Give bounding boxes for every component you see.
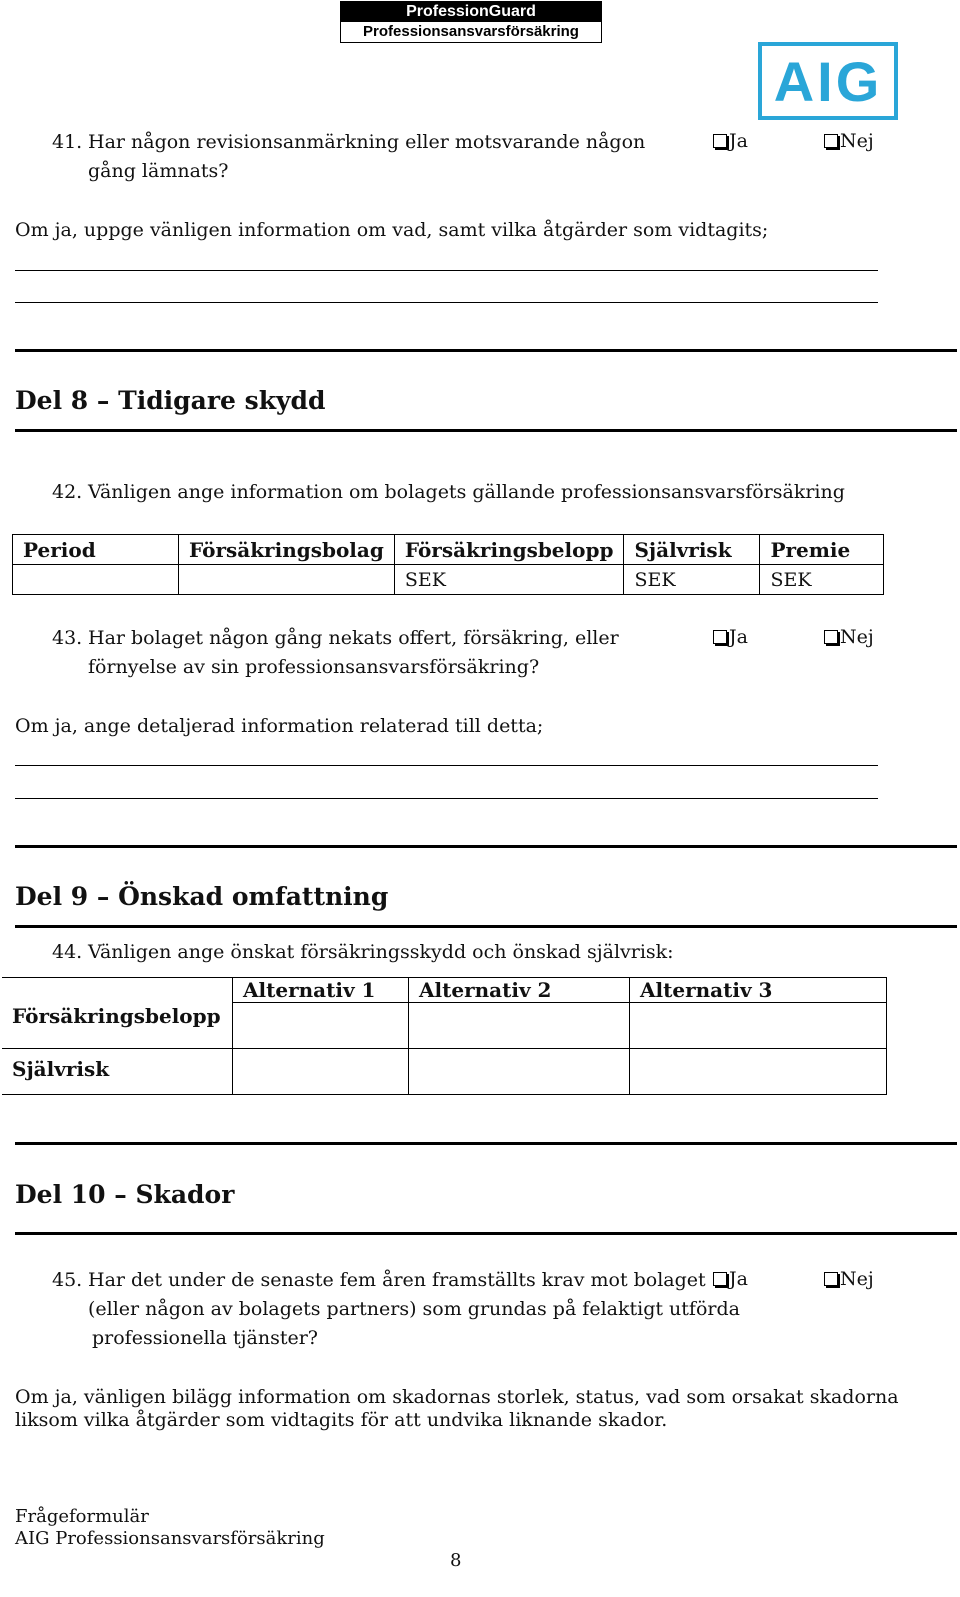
checkbox-icon[interactable] — [824, 1272, 838, 1286]
question-text-line-3: professionella tjänster? — [92, 1327, 318, 1349]
cell-period[interactable] — [13, 565, 179, 595]
q43-followup: Om ja, ange detaljerad information relaterad till detta; — [15, 715, 544, 737]
q45-followup-line-1: Om ja, vänligen bilägg information om skadornas storlek, status, vad som orsakat skadorna — [15, 1386, 899, 1408]
section-divider — [15, 349, 957, 352]
q45-yes-option[interactable]: Ja — [713, 1268, 748, 1290]
current-insurance-table — [12, 534, 884, 595]
header-alternative-1: Alternativ 1 — [233, 978, 409, 1003]
cell-deductible[interactable]: SEK — [624, 565, 760, 595]
footer-form-title: Frågeformulär — [15, 1506, 149, 1527]
cell-alt3-deductible[interactable] — [630, 1049, 887, 1095]
checkbox-icon[interactable] — [824, 630, 838, 644]
answer-line[interactable] — [15, 765, 878, 766]
checkbox-icon[interactable] — [713, 1272, 727, 1286]
section-divider — [15, 845, 957, 848]
section-divider — [15, 1142, 957, 1145]
question-text: Vänligen ange önskat försäkringsskydd och önskad självrisk: — [88, 941, 674, 963]
question-number: 43. — [52, 627, 83, 649]
header-sum-insured: Försäkringsbelopp — [394, 535, 624, 565]
cell-alt2-sum-insured[interactable] — [409, 1003, 630, 1049]
q43-no-option[interactable]: Nej — [824, 626, 874, 648]
question-text-line-1: Har det under de senaste fem åren framställts krav mot bolaget — [88, 1269, 706, 1291]
header-deductible: Självrisk — [624, 535, 760, 565]
question-42 — [0, 478, 960, 508]
page-number: 8 — [450, 1550, 462, 1571]
row-label-deductible: Självrisk — [2, 1049, 233, 1095]
brand-title: ProfessionGuard — [341, 2, 601, 22]
footer-product-name: AIG Professionsansvarsförsäkring — [15, 1528, 325, 1549]
answer-line[interactable] — [15, 302, 878, 303]
question-45 — [0, 1266, 960, 1356]
row-label-sum-insured: Försäkringsbelopp — [2, 978, 233, 1049]
header-alternative-2: Alternativ 2 — [409, 978, 630, 1003]
checkbox-icon[interactable] — [713, 630, 727, 644]
q41-followup: Om ja, uppge vänligen information om vad, samt vilka åtgärder som vidtagits; — [15, 219, 769, 241]
checkbox-icon[interactable] — [713, 134, 727, 148]
question-43 — [0, 624, 960, 684]
header-brand-box — [340, 1, 602, 43]
q45-followup-line-2: liksom vilka åtgärder som vidtagits för att undvika liknande skador. — [15, 1409, 668, 1431]
header-alternative-3: Alternativ 3 — [630, 978, 887, 1003]
header-period: Period — [13, 535, 179, 565]
section-divider — [15, 1232, 957, 1235]
cell-premium[interactable]: SEK — [760, 565, 884, 595]
desired-coverage-table — [2, 977, 887, 1095]
answer-line[interactable] — [15, 270, 878, 271]
aig-logo: AIG — [758, 42, 898, 120]
question-text: Vänligen ange information om bolagets gällande professionsansvarsförsäkring — [88, 481, 845, 503]
section-divider — [15, 925, 957, 928]
section-8-title: Del 8 – Tidigare skydd — [15, 386, 326, 415]
question-41 — [0, 128, 960, 188]
table-header-row — [13, 535, 884, 565]
cell-alt1-deductible[interactable] — [233, 1049, 409, 1095]
answer-line[interactable] — [15, 798, 878, 799]
table-row — [13, 565, 884, 595]
q43-yes-option[interactable]: Ja — [713, 626, 748, 648]
q41-yes-option[interactable]: Ja — [713, 130, 748, 152]
cell-alt1-sum-insured[interactable] — [233, 1003, 409, 1049]
question-number: 41. — [52, 131, 83, 153]
header-insurer: Försäkringsbolag — [179, 535, 395, 565]
question-44 — [0, 938, 960, 968]
checkbox-icon[interactable] — [824, 134, 838, 148]
question-number: 45. — [52, 1269, 83, 1291]
question-number: 42. — [52, 481, 83, 503]
question-text-line-2: (eller någon av bolagets partners) som grundas på felaktigt utförda — [88, 1298, 740, 1320]
cell-alt3-sum-insured[interactable] — [630, 1003, 887, 1049]
table-header-row — [2, 978, 887, 1003]
section-9-title: Del 9 – Önskad omfattning — [15, 882, 389, 911]
section-10-title: Del 10 – Skador — [15, 1180, 235, 1209]
header-premium: Premie — [760, 535, 884, 565]
cell-insurer[interactable] — [179, 565, 395, 595]
question-number: 44. — [52, 941, 83, 963]
q41-no-option[interactable]: Nej — [824, 130, 874, 152]
cell-alt2-deductible[interactable] — [409, 1049, 630, 1095]
question-text: Har bolaget någon gång nekats offert, försäkring, eller förnyelse av sin professionsansvarsförsäkring? — [88, 627, 619, 678]
q45-no-option[interactable]: Nej — [824, 1268, 874, 1290]
table-row — [2, 1049, 887, 1095]
section-divider — [15, 429, 957, 432]
question-text: Har någon revisionsanmärkning eller motsvarande någon gång lämnats? — [88, 131, 646, 182]
cell-sum-insured[interactable]: SEK — [394, 565, 624, 595]
brand-subtitle: Professionsansvarsförsäkring — [341, 22, 601, 42]
